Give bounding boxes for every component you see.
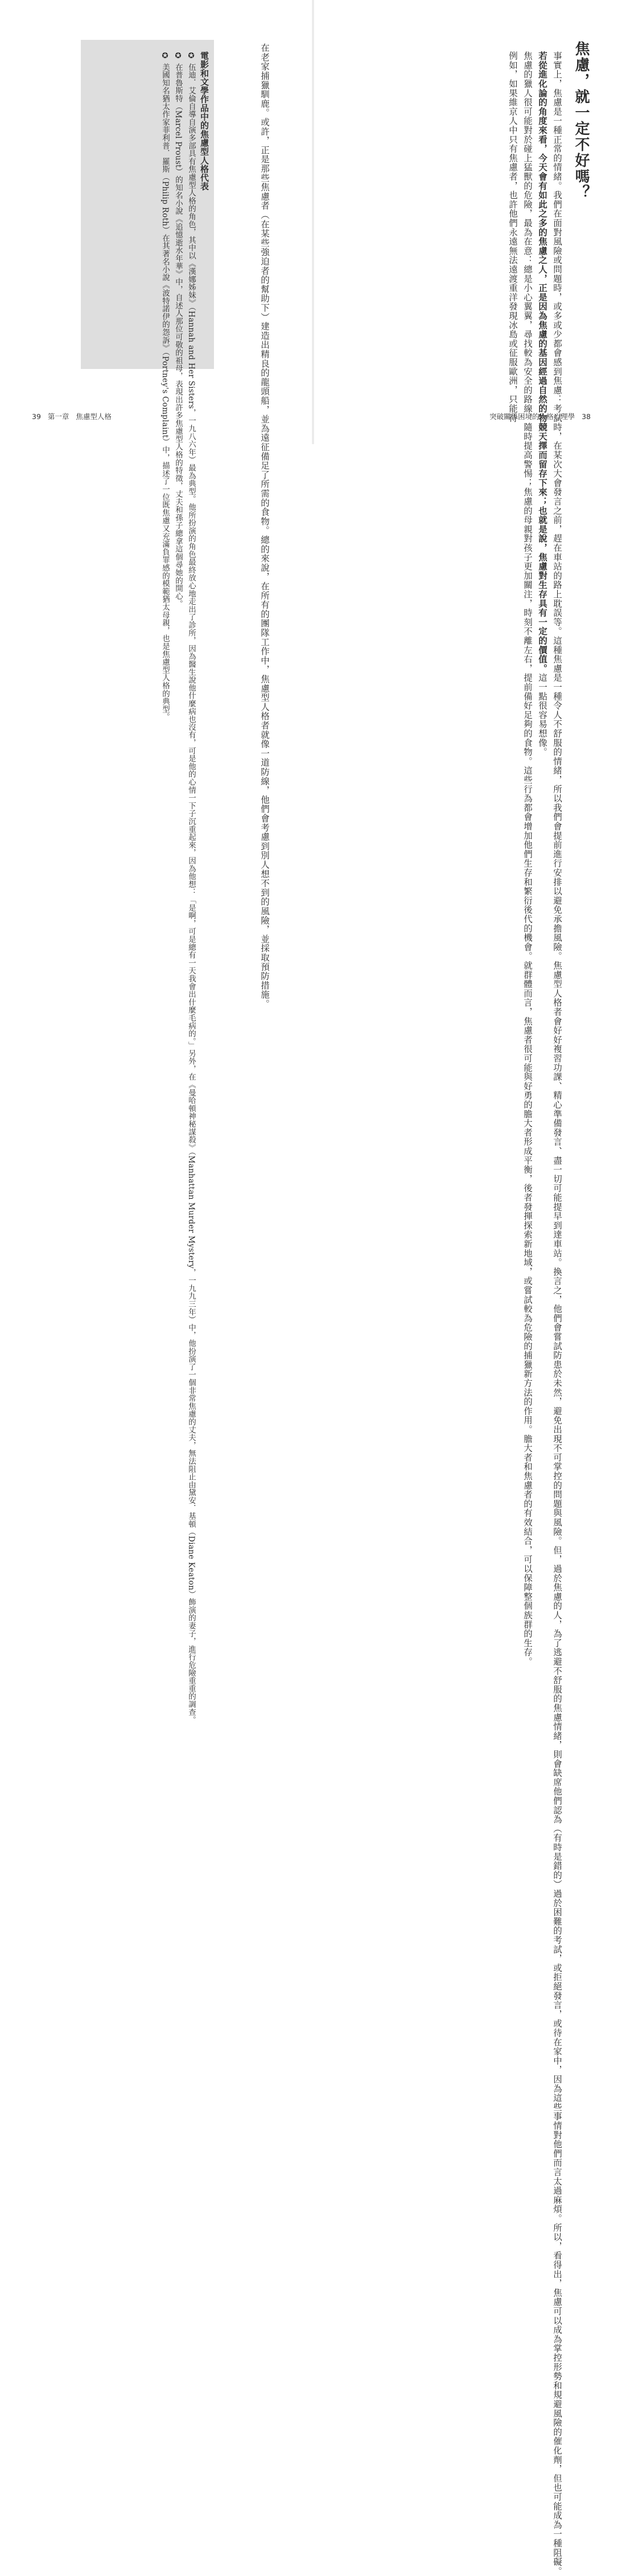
bold-tail: 這一點很容易想像。: [537, 673, 547, 757]
left-chapter: 第一章: [47, 412, 69, 421]
sidebar-heading: 電影和文學作品中的焦慮型人格代表: [199, 51, 209, 191]
paragraph-1: 事實上，焦慮是一種正常的情緒。我們在面對風險或問題時，或多或少都會感到焦慮：考試時，在某次大會發言之前，趕在車站的路上耽誤等。這種焦慮是一種令人不舒服的情緒，所以我們會提前進行安排以避免承擔風險。焦慮型人格者會好好複習功課、精心準備發言、盡一切可能提早到達車站。換言之，他們會嘗試防患於未然，避免出現不可掌控的問題與風險。但，過於焦慮的人，為了逃避不舒服的焦慮情緒，則會缺席他們認為（有時是錯的）過於困難的考試，或拒絕發言，或待在家中，因為這些事情對他們而言太過麻煩。所以，看得出，焦慮可以成為掌控形勢和規避風險的催化劑，但也可能成為一種阻礙。: [552, 51, 562, 2576]
section-title: 焦慮，就一定不好嗎？: [573, 41, 590, 200]
left-footer: [30, 411, 114, 421]
sidebar-text: [84, 51, 211, 1724]
left-page-number: 39: [32, 412, 41, 421]
right-footer: [487, 411, 593, 421]
left-page-body: [217, 43, 272, 1009]
paragraph-5: 在老家捕獵馴鹿。或許，正是那些焦慮者（在某些強迫者的幫助下）建造出精良的龍頭船，並為遠征備足了所需的食物。總的來說，在所有的團隊工作中，焦慮型人格者就像一道防線，他們會考慮到別人想不到的風險，並採取預防措施。: [260, 43, 270, 1009]
bold-statement: 若從進化論的角度來看，今天會有如此之多的焦慮之人，正是因為焦慮的基因經過自然的物競天擇而留存下來；也就是說，焦慮對生存具有一定的價值。: [537, 51, 547, 674]
paragraph-4: 例如，如果維京人中只有焦慮者，也許他們永遠無法遠渡重洋發現冰島或征服歐洲，只能待: [508, 51, 518, 423]
right-page-number: 38: [582, 412, 591, 421]
paragraph-3: 焦慮的獵人很可能對於碰上猛獸的危險，最為在意：總是小心翼翼，尋找較為安全的路線，隨時提高警惕；焦慮的母親對孩子更加關注，時刻不離左右，提前備好足夠的食物。這些行為都會增加他們生存和繁衍後代的機會。就群體而言，焦慮者很可能與好勇的膽大者形成平衡，後者發揮探索新地域，或嘗試較為危險的捕獵新方法的作用。膽大者和焦慮者的有效結合，可以保障整個族群的生存。: [522, 51, 533, 1667]
right-book-title: 突破關係困境的人格心理學: [489, 412, 575, 421]
sidebar-item-woody-allen: ✪ 伍迪．艾倫自導自演多部具有焦慮型人格的角色，其中以《漢娜姊妹》（Hannah and Her Sisters，一九八六年）最為典型。他所扮演的角色最終放心地走出了診所，因為醫生說他什麼病也沒有，可是他的心情一下子沉重起來，因為他想：「是啊，可是總有一天我會出什麼毛病的。」另外，在《曼哈頓神秘謀殺》（Manhattan Murder Mystery，一九九三年）中，他扮演了一個非常焦慮的丈夫，無法阻止由黛安．基頓（Diane Keaton）飾演的妻子，進行危險重重的調查。: [187, 51, 196, 1724]
sidebar-item-roth: ✪ 美國知名猶太作家菲利普．羅斯（Philip Roth）在其著名小說《波特諾伊的怨訴》（Portney's Complaint）中，描述了一位既焦慮又充滿負罪感的模範猶太母親，也是焦慮型人格的典型。: [160, 51, 170, 721]
paragraph-2: [535, 51, 550, 757]
book-spine-shadow: [312, 0, 314, 444]
left-chapter-title: 焦慮型人格: [76, 412, 112, 421]
sidebar-item-proust: ✪ 在普魯斯特（Marcel Proust）的知名小說《追憶逝水年華》中，自述人那位可敬的祖母，表現出許多焦慮型人格的特徵，丈夫和孫子總拿這個尋她的開心。: [174, 51, 183, 608]
